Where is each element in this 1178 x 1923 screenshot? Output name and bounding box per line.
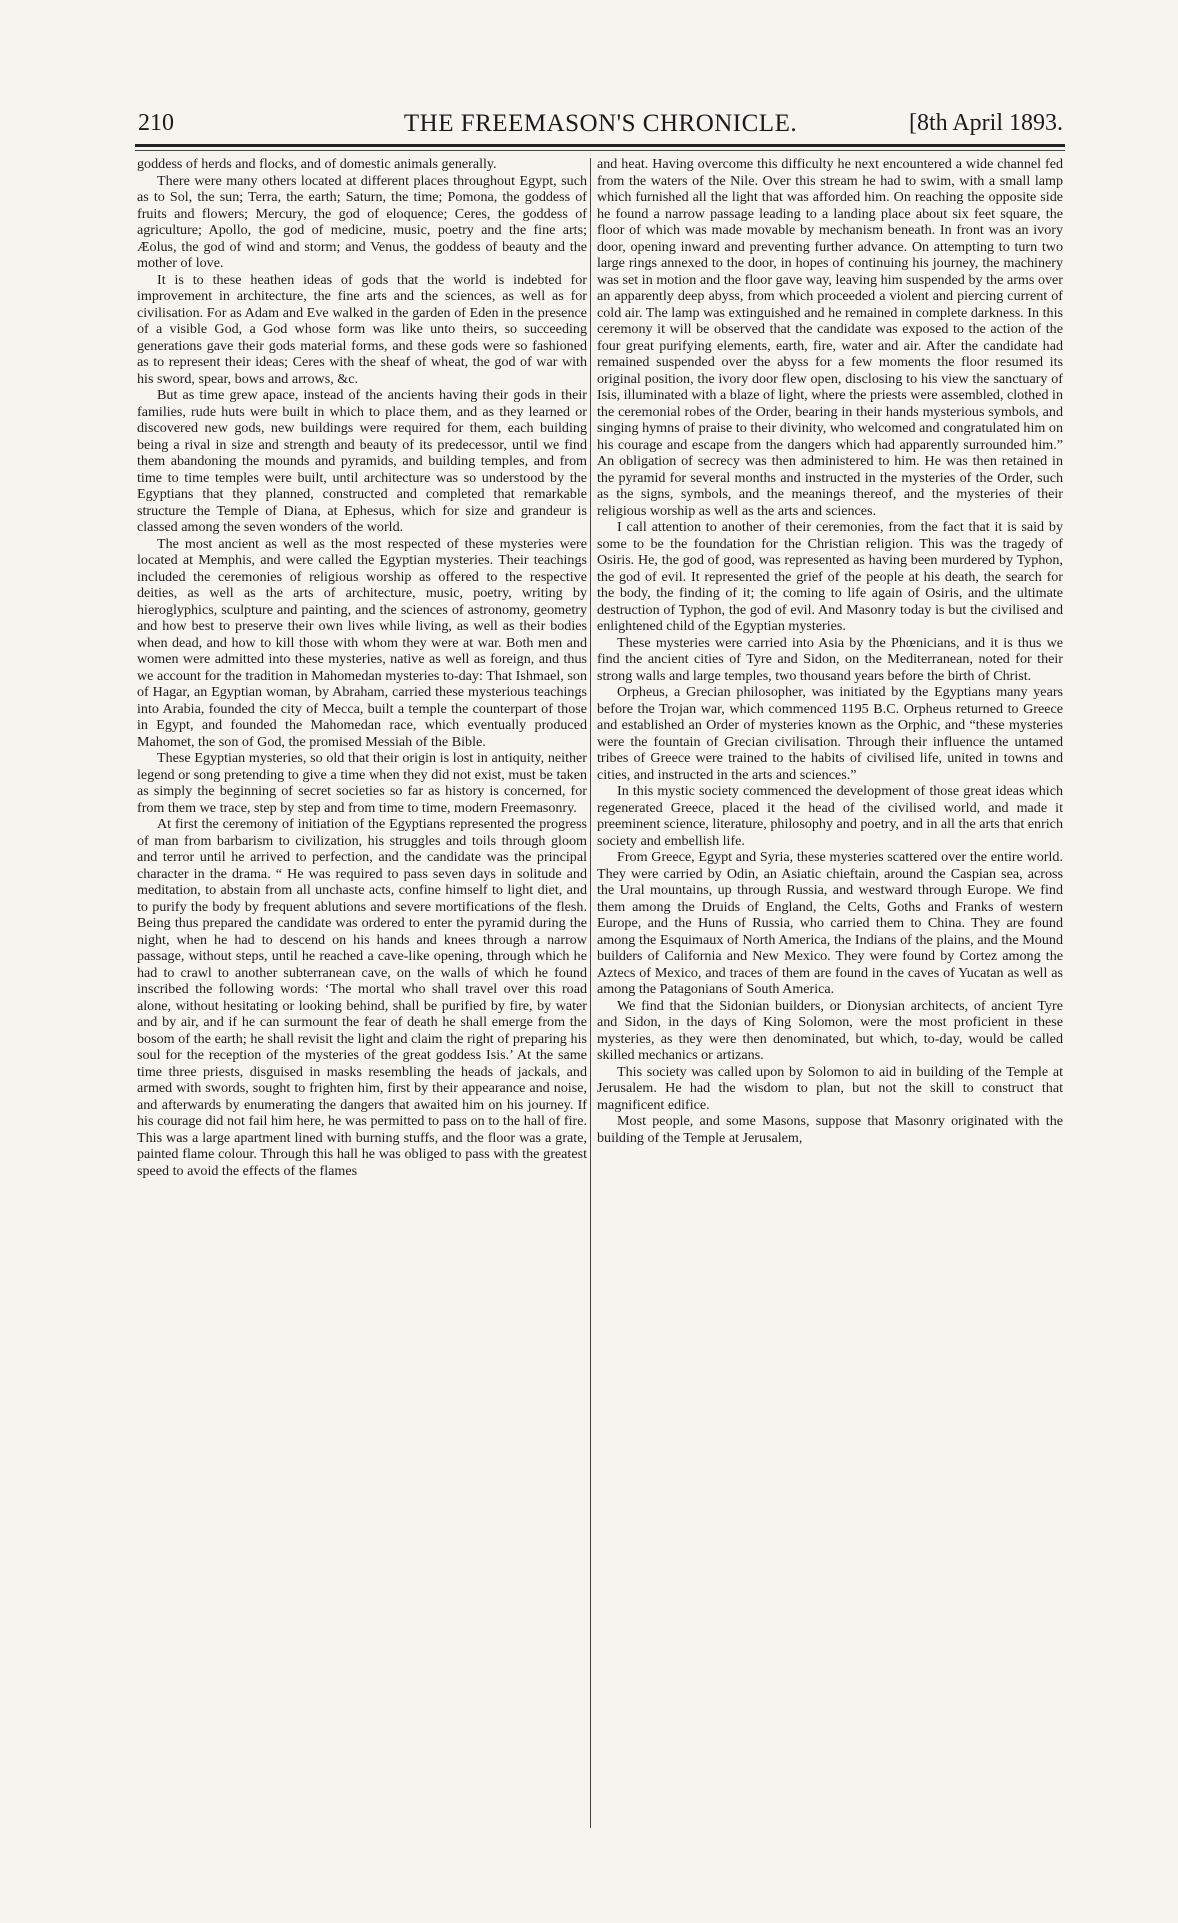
article-paragraph: From Greece, Egypt and Syria, these mysteries scattered over the entire world. They were carried by Odin, an Asiatic chieftain, around the Caspian sea, across the Ural mountains, up through Russia, and westward through Europe. We find them among the Druids of England, the Celts, Goths and Franks of western Europe, and the Huns of Russia, who carried them to China. They are found among the Esquimaux of North America, the Indians of the plains, and the Mound builders of California and New Mexico. They were found by Cortez among the Aztecs of Mexico, and traces of them are found in the caves of Yucatan as well as among the Patagonians of South America. <box>597 849 1063 997</box>
article-paragraph: goddess of herds and flocks, and of domestic animals generally. <box>137 156 497 172</box>
article-paragraph: But as time grew apace, instead of the ancients having their gods in their families, rude huts were built in which to place them, and as they learned or discovered new gods, new buildings were required for them, each building being a rival in size and strength and beauty of its predecessor, until we find them abandoning the mounds and pyramids, and building temples, and from time to time temples were built, until architecture was so understood by the Egyptians that they planned, constructed and completed that remarkable structure the Temple of Diana, at Ephesus, which for size and grandeur is classed among the seven wonders of the world. <box>137 387 587 535</box>
article-paragraph: This society was called upon by Solomon to aid in building of the Temple at Jerusalem. He had the wisdom to plan, but not the skill to construct that magnificent edifice. <box>597 1063 1063 1113</box>
article-paragraph: I call attention to another of their ceremonies, from the fact that it is said by some to be the foundation for the Christian religion. This was the tragedy of Osiris. He, the god of good, was represented as having been murdered by Typhon, the god of evil. It represented the grief of the people at his death, the search for the body, the finding of it; the coming to life again of Osiris, and the ultimate destruction of Typhon, the god of evil. And Masonry today is but the civilised and enlightened child of the Egyptian mysteries. <box>597 519 1063 634</box>
publication-title: THE FREEMASON'S CHRONICLE. <box>403 110 798 137</box>
article-paragraph: and heat. Having overcome this difficulty he next encountered a wide channel fed from the waters of the Nile. Over this stream he had to swim, with a small lamp which furnished all the light that was afforded him. On reaching the opposite side he found a narrow passage leading to a landing place about six feet square, the floor of which was made movable by mechanism beneath. In front was an ivory door, opening inward and preventing further advance. On attempting to turn two large rings annexed to the door, in hopes of continuing his journey, the machinery was set in motion and the floor gave way, leaving him suspended by the arms over an apparently deep abyss, from which proceeded a violent and piercing current of cold air. The lamp was extinguished and he remained in complete darkness. In this ceremony it will be observed that the candidate was exposed to the action of the four great purifying elements, earth, fire, water and air. After the candidate had remained suspended over the abyss for a few moments the floor resumed its original position, the ivory door flew open, disclosing to his view the sanctuary of Isis, illuminated with a blaze of light, where the priests were assembled, clothed in the ceremonial robes of the Order, bearing in their hands mysterious symbols, and singing hymns of praise to their divinity, who welcomed and congratulated him on his courage and escape from the dangers which had apparently surrounded him.” An obligation of secrecy was then administered to him. He was then retained in the pyramid for several months and instructed in the mysteries of the Order, such as the signs, symbols, and the meanings thereof, and the mysteries of their religious worship as well as the arts and sciences. <box>597 156 1063 519</box>
article-paragraph: It is to these heathen ideas of gods that the world is indebted for improvement in architecture, the fine arts and the sciences, as well as for civilisation. For as Adam and Eve walked in the garden of Eden in the presence of a visible God, a God whose form was like unto theirs, so succeeding generations gave their gods material forms, and these gods were so fashioned as to represent their ideas; Ceres with the sheaf of wheat, the god of war with his sword, spear, bows and arrows, &c. <box>137 271 587 387</box>
article-paragraph: We find that the Sidonian builders, or Dionysian architects, of ancient Tyre and Sidon, in the days of King Solomon, were the most proficient in these mysteries, as they were then denominated, but which, to-day, would be called skilled mechanics or artizans. <box>597 997 1063 1063</box>
article-paragraph: At first the ceremony of initiation of the Egyptians represented the progress of man from barbarism to civilization, his struggles and toils through gloom and terror until he arrived to perfection, and the candidate was the principal character in the drama. “ He was required to pass seven days in solitude and meditation, to abstain from all unchaste acts, confine himself to light diet, and to purify the body by frequent ablutions and severe mortifications of the flesh. Being thus prepared the candidate was ordered to enter the pyramid during the night, when he had to descend on his hands and knees through a narrow passage, without steps, until he reached a cave-like opening, through which he had to crawl to another subterranean cave, on the walls of which he found inscribed the following words: ‘The mortal who shall travel over this road alone, without hesitating or looking behind, shall be purified by fire, by water and by air, and if he can surmount the fear of death he shall emerge from the bosom of the earth; he shall revisit the light and claim the right of preparing his soul for the reception of the mysteries of the great goddess Isis.’ At the same time three priests, disguised in masks resembling the heads of jackals, and armed with swords, sought to frighten him, first by their appearance and noise, and afterwards by enumerating the dangers that awaited him on his journey. If his courage did not fail him here, he was permitted to pass on to the hall of fire. This was a large apartment lined with burning stuffs, and the floor was a grate, painted flame colour. Through this hall he was obliged to pass with the greatest speed to avoid the effects of the flames <box>137 816 587 1179</box>
header-rule-thick <box>135 144 1065 147</box>
article-paragraph: Most people, and some Masons, suppose that Masonry originated with the building of the Temple at Jerusalem, <box>597 1113 1063 1146</box>
article-paragraph: The most ancient as well as the most respected of these mysteries were located at Memphis, and were called the Egyptian mysteries. Their teachings included the ceremonies of religious worship as offered to the respective deities, as well as the arts of architecture, music, poetry, writing by hieroglyphics, sculpture and painting, and the sciences of astronomy, geometry and how best to preserve their own lives while living, as well as their bodies when dead, and how to kill those with whom they were at war. Both men and women were admitted into these mysteries, native as well as foreign, and thus we account for the tradition in Mahomedan mysteries to-day: That Ishmael, son of Hagar, an Egyptian woman, by Abraham, carried these mysterious teachings into Arabia, founded the city of Mecca, built a temple the counterpart of those in Egypt, and founded the Mahomedan race, which eventually produced Mahomet, the son of God, the promised Messiah of the Bible. <box>137 535 587 750</box>
article-paragraph: In this mystic society commenced the development of those great ideas which regenerated Greece, placed it the head of the civilised world, and made it preeminent science, literature, philosophy and poetry, and in all the arts that enrich society and embellish life. <box>597 783 1063 849</box>
page-number: 210 <box>138 110 174 136</box>
right-column <box>597 156 1063 1836</box>
article-paragraph: These mysteries were carried into Asia by the Phœnicians, and it is thus we find the ancient cities of Tyre and Sidon, on the Mediterranean, noted for their strong walls and large temples, two thousand years before the birth of Christ. <box>597 634 1063 684</box>
left-column <box>137 156 587 1836</box>
header-rule-thin <box>135 150 1065 151</box>
issue-date: [8th April 1893. <box>909 110 1063 136</box>
article-paragraph: Orpheus, a Grecian philosopher, was initiated by the Egyptians many years before the Trojan war, which commenced 1195 B.C. Orpheus returned to Greece and established an Order of mysteries known as the Orphic, and “these mysteries were the fountain of Grecian civilisation. Through their influence the untamed tribes of Greece were trained to the habits of civilised life, united in towns and cities, and instructed in the arts and sciences.” <box>597 684 1063 783</box>
article-paragraph: These Egyptian mysteries, so old that their origin is lost in antiquity, neither legend or song pretending to give a time when they did not exist, must be taken as simply the beginning of secret societies so far as history is concerned, for from them we trace, step by step and from time to time, modern Freemasonry. <box>137 750 587 816</box>
article-paragraph: There were many others located at different places throughout Egypt, such as to Sol, the sun; Terra, the earth; Saturn, the time; Pomona, the goddess of fruits and flowers; Mercury, the god of eloquence; Ceres, the goddess of agriculture; Apollo, the god of medicine, music, poetry and the fine arts; Æolus, the god of wind and storm; and Venus, the goddess of beauty and the mother of love. <box>137 172 587 271</box>
page-header <box>138 110 1063 142</box>
column-divider <box>590 158 591 1828</box>
